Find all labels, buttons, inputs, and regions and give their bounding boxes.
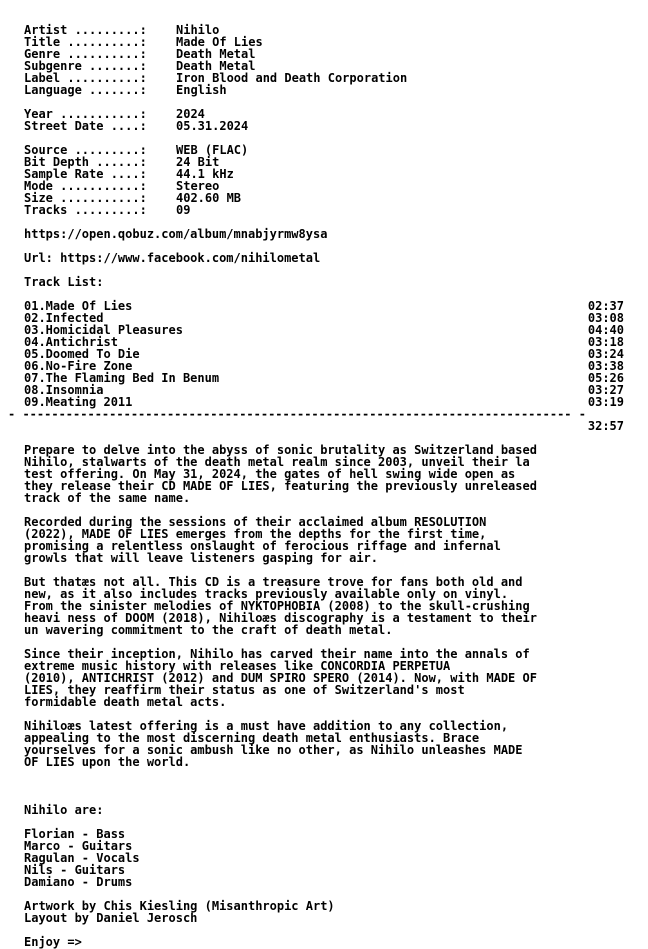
track-title: 06.No-Fire Zone [24, 359, 133, 373]
meta-value: 402.60 MB [176, 191, 242, 205]
meta-key: Source .........: [24, 143, 147, 157]
track-title: 01.Made Of Lies [24, 299, 133, 313]
members-heading: Nihilo are: [24, 803, 104, 817]
member-item: Damiano - Drums [24, 875, 133, 889]
meta-value: 24 Bit [176, 155, 220, 169]
meta-value: Death Metal [176, 59, 256, 73]
meta-value: WEB (FLAC) [176, 143, 249, 157]
text-line: growls that will leave listeners gasping for air. [24, 551, 379, 565]
text-line: formidable death metal acts. [24, 695, 227, 709]
text-line: Since their inception, Nihilo has carved their name into the annals of [24, 647, 530, 661]
meta-key: Artist .........: [24, 23, 147, 37]
text-line: heavi ness of DOOM (2018), Nihiloæs discography is a testament to their [24, 611, 537, 625]
meta-block-audio [24, 144, 640, 216]
text-line: new, as it also includes tracks previously available only on vinyl. [24, 587, 509, 601]
description-paragraph-2 [24, 516, 640, 564]
track-duration: 03:38 [587, 359, 624, 373]
track-title: 03.Homicidal Pleasures [24, 323, 183, 337]
nfo-document [8, 23, 640, 949]
description-paragraph-1 [24, 444, 640, 504]
track-title: 05.Doomed To Die [24, 347, 140, 361]
meta-key: Genre ..........: [24, 47, 147, 61]
track-duration: 03:18 [587, 335, 624, 349]
meta-value: 09 [176, 203, 191, 217]
meta-key: Label ..........: [24, 71, 147, 85]
track-row [24, 300, 624, 312]
total-duration-value: 32:57 [587, 419, 624, 433]
track-duration: 03:19 [587, 395, 624, 409]
track-duration: 05:26 [587, 371, 624, 385]
meta-language [24, 84, 640, 96]
text-line: OF LIES upon the world. [24, 755, 191, 769]
text-line: yourselves for a sonic ambush like no other, as Nihilo unleashes MADE [24, 743, 523, 757]
track-row [24, 372, 624, 384]
text-line: But thatæs not all. This CD is a treasure trove for fans both old and [24, 575, 523, 589]
meta-key: Sample Rate ....: [24, 167, 147, 181]
track-title: 07.The Flaming Bed In Benum [24, 371, 220, 385]
member-item: Florian - Bass [24, 827, 126, 841]
member-item: Marco - Guitars [24, 839, 133, 853]
facebook-link[interactable]: Url: https://www.facebook.com/nihilometal [24, 251, 321, 265]
credit-line: Artwork by Chis Kiesling (Misanthropic Art) [24, 899, 335, 913]
track-title: 09.Meating 2011 [24, 395, 133, 409]
meta-value: Stereo [176, 179, 220, 193]
track-duration: 03:08 [587, 311, 624, 325]
meta-block-release [24, 24, 640, 96]
tracklist [24, 300, 640, 408]
meta-value: 2024 [176, 107, 205, 121]
qobuz-link[interactable]: https://open.qobuz.com/album/mnabjyrmw8ysa [24, 227, 328, 241]
track-duration: 03:24 [587, 347, 624, 361]
meta-key: Tracks .........: [24, 203, 147, 217]
meta-key: Size ...........: [24, 191, 147, 205]
text-line: Recorded during the sessions of their acclaimed album RESOLUTION [24, 515, 487, 529]
text-line: they release their CD MADE OF LIES, featuring the previously unreleased [24, 479, 537, 493]
text-line: track of the same name. [24, 491, 191, 505]
member-item: Nils - Guitars [24, 863, 126, 877]
meta-value: Death Metal [176, 47, 256, 61]
description-paragraph-4 [24, 648, 640, 708]
text-line: test offering. On May 31, 2024, the gates of hell swing wide open as [24, 467, 516, 481]
meta-value: 44.1 kHz [176, 167, 234, 181]
track-duration: 03:27 [587, 383, 624, 397]
text-line: LIES, they reaffirm their status as one of Switzerland's most [24, 683, 465, 697]
text-line: promising a relentless onslaught of ferocious riffage and infernal [24, 539, 501, 553]
meta-value: Made Of Lies [176, 35, 263, 49]
text-line: Nihiloæs latest offering is a must have addition to any collection, [24, 719, 509, 733]
text-line: appealing to the most discerning death metal enthusiasts. Brace [24, 731, 480, 745]
meta-key: Bit Depth ......: [24, 155, 147, 169]
meta-key: Year ...........: [24, 107, 147, 121]
text-line: Nihilo, stalwarts of the death metal realm since 2003, unveil their la [24, 455, 530, 469]
meta-key: Mode ...........: [24, 179, 147, 193]
meta-key: Language .......: [24, 83, 147, 97]
credit-line: Layout by Daniel Jerosch [24, 911, 198, 925]
credits [24, 900, 640, 924]
track-title: 04.Antichrist [24, 335, 118, 349]
total-duration [24, 420, 624, 432]
meta-tracks [24, 204, 640, 216]
enjoy-line: Enjoy => [24, 935, 82, 949]
text-line: (2010), ANTICHRIST (2012) and DUM SPIRO SPERO (2014). Now, with MADE OF [24, 671, 537, 685]
member-item: Ragulan - Vocals [24, 851, 140, 865]
track-duration: 04:40 [587, 323, 624, 337]
description-paragraph-3 [24, 576, 640, 636]
meta-key: Subgenre .......: [24, 59, 147, 73]
meta-value: English [176, 83, 227, 97]
text-line: un wavering commitment to the craft of death metal. [24, 623, 393, 637]
text-line: From the sinister melodies of NYKTOPHOBIA (2008) to the skull-crushing [24, 599, 530, 613]
text-line: extreme music history with releases like CONCORDIA PERPETUA [24, 659, 451, 673]
text-line: Prepare to delve into the abyss of sonic brutality as Switzerland based [24, 443, 537, 457]
meta-key: Title ..........: [24, 35, 147, 49]
meta-street-date [24, 120, 640, 132]
track-title: 08.Insomnia [24, 383, 104, 397]
meta-value: 05.31.2024 [176, 119, 249, 133]
track-title: 02.Infected [24, 311, 104, 325]
meta-value: Iron Blood and Death Corporation [176, 71, 408, 85]
tracklist-divider: - ---------------------------------------------------------------------------- - [8, 407, 586, 421]
track-duration: 02:37 [587, 299, 624, 313]
text-line: (2022), MADE OF LIES emerges from the depths for the first time, [24, 527, 487, 541]
members-list [24, 828, 640, 888]
description-paragraph-5 [24, 720, 640, 768]
meta-block-date [24, 108, 640, 132]
meta-key: Street Date ....: [24, 119, 147, 133]
meta-value: Nihilo [176, 23, 220, 37]
tracklist-heading: Track List: [24, 275, 104, 289]
